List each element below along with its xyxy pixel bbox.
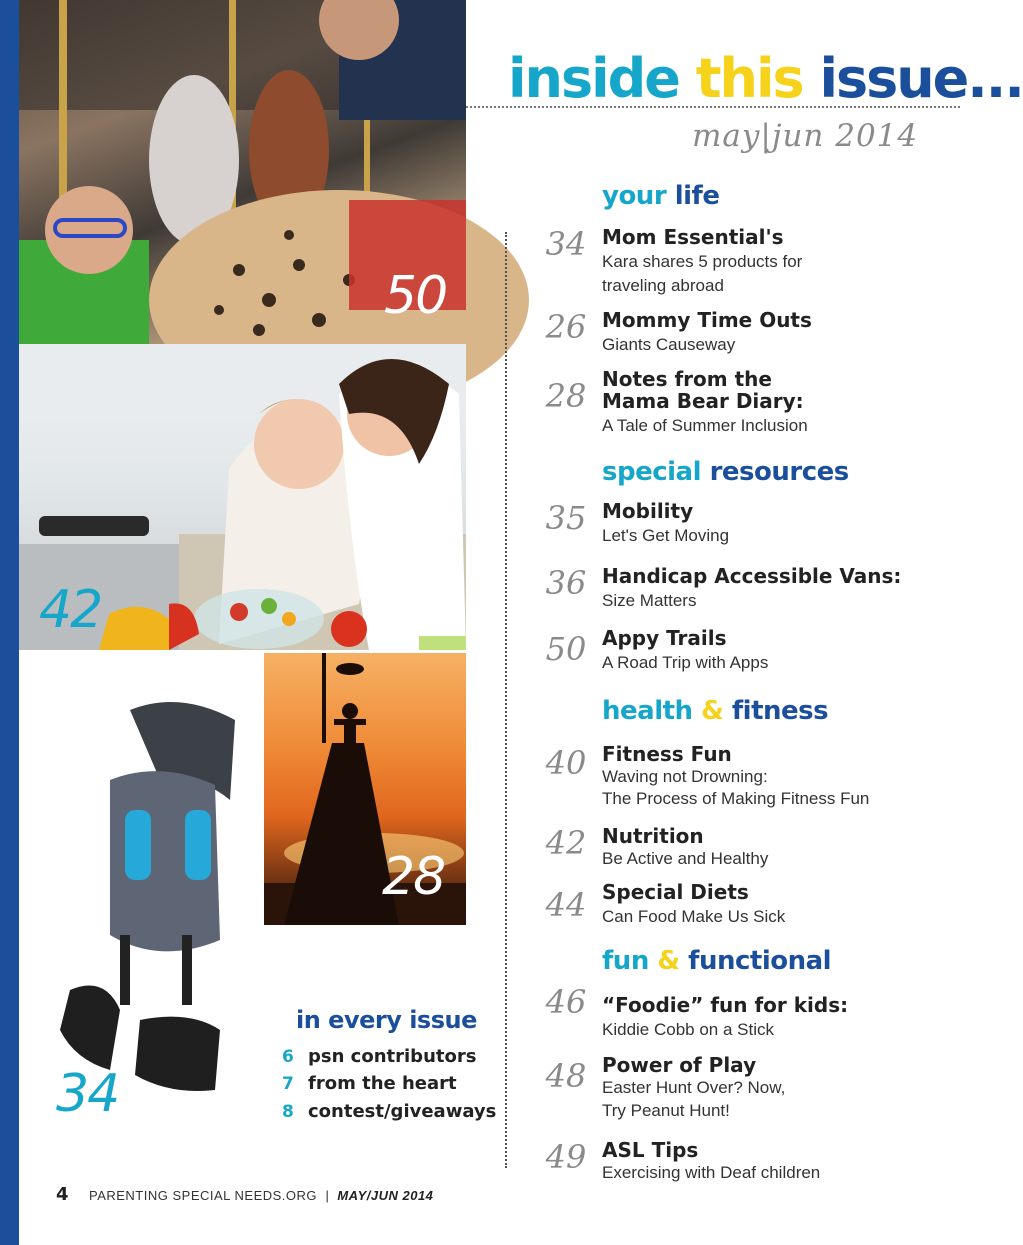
toc-title: Mama Bear Diary: [602,389,804,413]
carousel-photo [19,0,466,344]
sunset-photo [264,653,466,925]
every-issue-page: 8 [282,1102,294,1122]
photo-page-number: 50 [384,266,447,326]
photo-page-number: 42 [39,580,102,640]
section-heading-word: fitness [731,696,829,726]
section-heading-ampersand: & [701,696,724,726]
section-heading-word: life [674,181,720,211]
toc-title: Mom Essential's [602,225,784,249]
section-heading-word: your [602,181,667,211]
toc-subtitle: A Road Trip with Apps [602,653,769,672]
toc-title: ASL Tips [602,1138,699,1162]
kitchen-photo [19,344,466,650]
toc-page-number: 48 [545,1057,587,1095]
toc-page-number: 40 [545,744,587,782]
footer-issue: MAY/JUN 2014 [337,1188,434,1203]
photo-page-number: 28 [382,847,445,907]
toc-subtitle: Let's Get Moving [602,526,730,545]
toc-title: Handicap Accessible Vans: [602,564,902,588]
photo-page-number: 34 [56,1064,119,1124]
every-issue-page: 7 [282,1074,294,1094]
toc-page-number: 50 [545,630,587,668]
section-heading-your-life [602,183,720,209]
section-heading-word: health [602,696,693,726]
title-word-this: this [695,47,803,110]
section-heading-word: fun [602,946,649,976]
every-issue-item[interactable] [282,1046,476,1067]
page-footer [56,1184,433,1205]
toc-title: Notes from the [602,367,772,391]
toc-subtitle: A Tale of Summer Inclusion [602,416,808,435]
toc-subtitle: Be Active and Healthy [602,849,769,868]
toc-title: “Foodie” fun for kids: [602,993,849,1017]
toc-title: Special Diets [602,880,749,904]
toc-subtitle: Can Food Make Us Sick [602,907,786,926]
footer-site: PARENTING SPECIAL NEEDS.ORG [88,1188,318,1203]
issue-date: may|jun 2014 [692,118,919,154]
toc-subtitle: Try Peanut Hunt! [602,1101,730,1120]
every-issue-heading: in every issue [296,1006,477,1034]
every-issue-item[interactable] [282,1073,457,1094]
section-heading-word: special [602,457,702,487]
toc-subtitle: traveling abroad [602,276,724,295]
toc-page-number: 42 [545,824,587,862]
header-divider [466,106,960,108]
every-issue-label: from the heart [308,1073,457,1094]
toc-subtitle: Exercising with Deaf children [602,1163,821,1182]
toc-page-number: 26 [545,308,587,346]
every-issue-label: contest/giveaways [308,1101,497,1122]
toc-title: Appy Trails [602,626,727,650]
title-word-issue: issue... [819,47,1023,110]
toc-title: Nutrition [602,824,704,848]
toc-subtitle: Waving not Drowning: [602,767,768,786]
section-heading-special-resources [602,459,849,485]
every-issue-page: 6 [282,1047,294,1067]
toc-title: Power of Play [602,1053,757,1077]
footer-page-number: 4 [56,1184,69,1205]
toc-title: Fitness Fun [602,742,732,766]
section-heading-word: resources [709,457,849,487]
toc-subtitle: Kiddie Cobb on a Stick [602,1020,774,1039]
section-heading-fun-functional [602,948,831,974]
toc-page-number: 49 [545,1138,587,1176]
page-title [508,47,1023,110]
toc-page-number: 35 [545,499,587,537]
toc-title: Mommy Time Outs [602,308,812,332]
toc-subtitle: Kara shares 5 products for [602,252,803,271]
toc-page-number: 46 [545,983,587,1021]
title-word-inside: inside [508,47,679,110]
toc-page-number: 44 [545,886,587,924]
toc-page-number: 28 [545,377,587,415]
every-issue-item[interactable] [282,1101,496,1122]
section-heading-ampersand: & [657,946,680,976]
footer-separator: | [325,1188,329,1203]
toc-subtitle: Easter Hunt Over? Now, [602,1078,786,1097]
left-blue-bar [0,0,19,1245]
toc-subtitle: Size Matters [602,591,697,610]
toc-subtitle: The Process of Making Fitness Fun [602,789,870,808]
toc-page-number: 34 [545,225,587,263]
toc-vertical-divider [505,232,507,1168]
every-issue-label: psn contributors [308,1046,477,1067]
toc-title: Mobility [602,499,694,523]
harness-product-image [50,690,250,1110]
section-heading-health-fitness [602,698,828,724]
section-heading-word: functional [688,946,832,976]
toc-page-number: 36 [545,564,587,602]
toc-subtitle: Giants Causeway [602,335,736,354]
